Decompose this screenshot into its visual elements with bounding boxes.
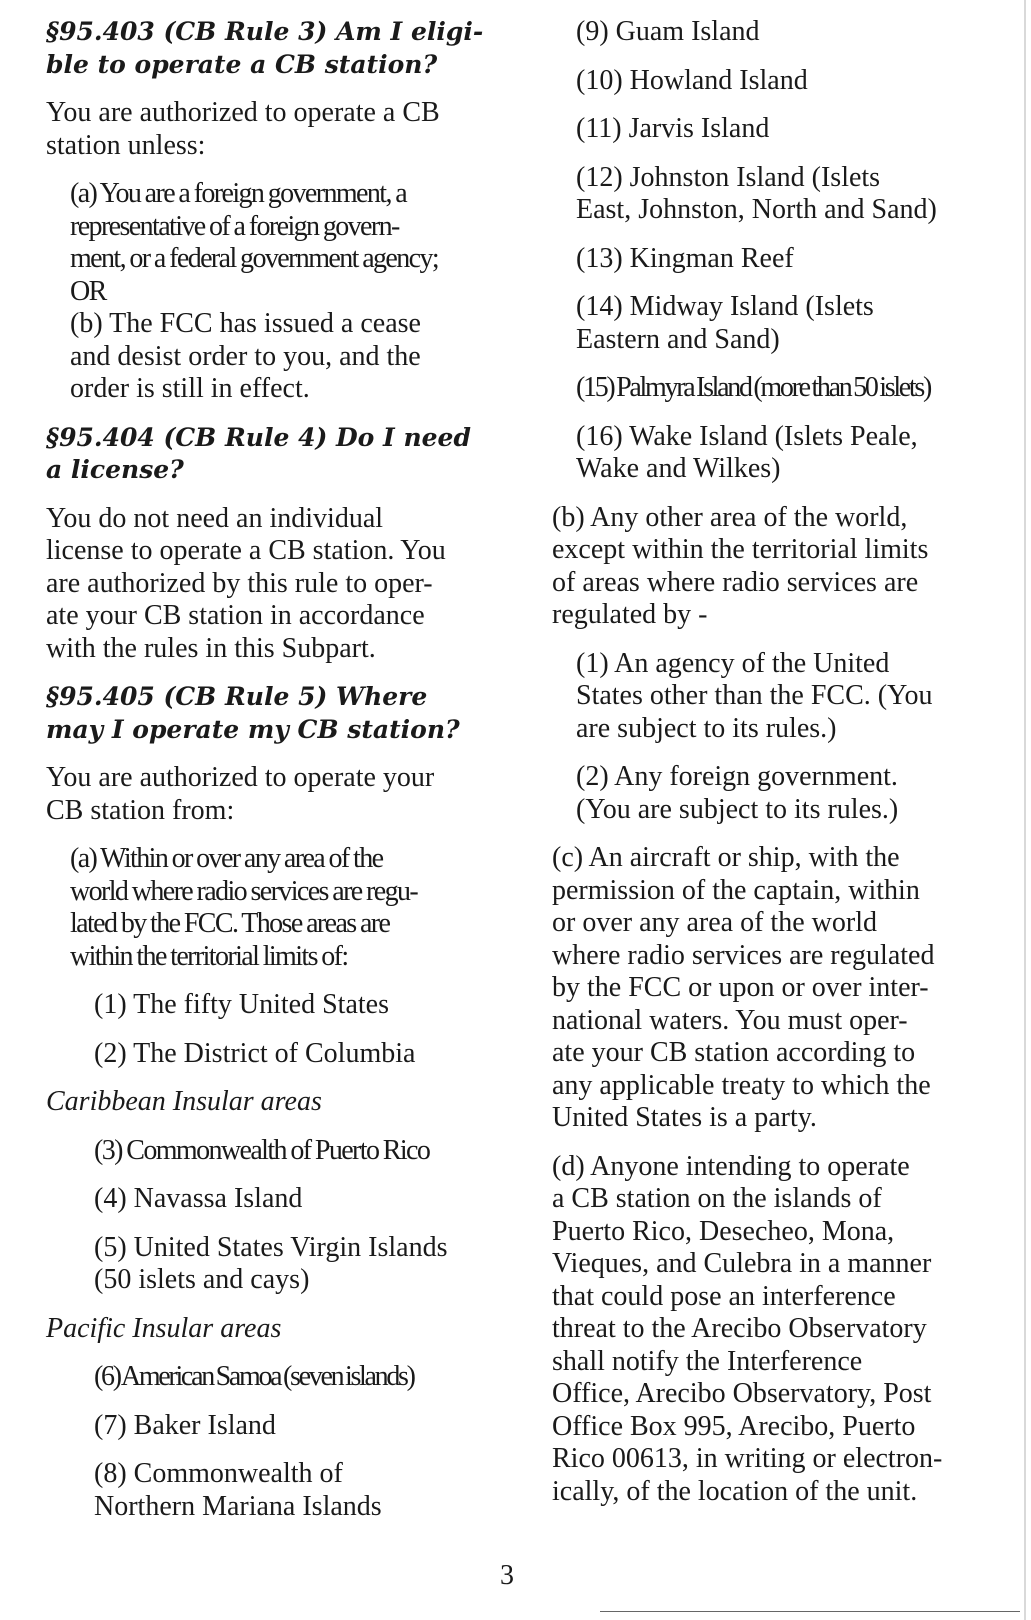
list-item-2: (2) The District of Columbia bbox=[94, 1037, 416, 1069]
list-item-8: (8) Commonwealth of Northern Mariana Islands bbox=[94, 1458, 382, 1522]
list-item-11: (11) Jarvis Island bbox=[576, 113, 770, 144]
heading-rule-4: §95.404 (CB Rule 4) Do I need a license? bbox=[46, 422, 471, 484]
page-edge bbox=[1024, 0, 1026, 1620]
rule-5-item-c: (c) An aircraft or ship, with the permission of the captain, within or over any area of the world where radio services are regulated by the FCC or upon or over inter- national waters. You must oper- ate your CB station according to any applicable treaty to which the United States is a party. bbox=[552, 842, 935, 1133]
rule-3-item-a: (a) You are a foreign government, a representative of a foreign govern- ment, or a federal government agency; OR bbox=[70, 178, 439, 307]
left-column bbox=[46, 16, 506, 1523]
rule-5-item-b: (b) Any other area of the world, except within the territorial limits of areas where radio services are regulated by - bbox=[552, 501, 929, 630]
heading-rule-3: §95.403 (CB Rule 3) Am I eligi- ble to operate a CB station? bbox=[46, 17, 484, 79]
rule-5-item-b2: (2) Any foreign government. (You are subject to its rules.) bbox=[576, 761, 899, 825]
list-item-9: (9) Guam Island bbox=[576, 16, 760, 47]
rule-3-intro: You are authorized to operate a CB station unless: bbox=[46, 97, 440, 161]
list-item-12: (12) Johnston Island (Islets East, Johnston, North and Sand) bbox=[576, 161, 937, 225]
list-item-5: (5) United States Virgin Islands (50 islets and cays) bbox=[94, 1231, 448, 1295]
right-column bbox=[552, 16, 982, 1508]
rule-3-item-b: (b) The FCC has issued a cease and desist order to you, and the order is still in effect. bbox=[70, 308, 421, 404]
subheading-caribbean: Caribbean Insular areas bbox=[46, 1086, 322, 1117]
list-item-10: (10) Howland Island bbox=[576, 64, 808, 96]
rule-5-intro: You are authorized to operate your CB station from: bbox=[46, 762, 435, 826]
subheading-pacific: Pacific Insular areas bbox=[46, 1312, 282, 1344]
list-item-7: (7) Baker Island bbox=[94, 1409, 276, 1441]
list-item-13: (13) Kingman Reef bbox=[576, 242, 794, 274]
list-item-6: (6) American Samoa (seven islands) bbox=[94, 1361, 414, 1392]
rule-5-item-d: (d) Anyone intending to operate a CB station on the islands of Puerto Rico, Desecheo, Mona, Vieques, and Culebra in a manner that could pose an interference threat to the Arecibo Observatory shall notify the Interference Office, Arecibo Observatory, Post Office Box 995, Arecibo, Puerto Rico 00613, in writing or electron- ically, of the location of the unit. bbox=[552, 1150, 943, 1507]
list-item-14: (14) Midway Island (Islets Eastern and Sand) bbox=[576, 291, 874, 355]
page-number: 3 bbox=[500, 1560, 514, 1591]
list-item-4: (4) Navassa Island bbox=[94, 1183, 303, 1214]
list-item-1: (1) The fifty United States bbox=[94, 989, 389, 1020]
rule-5-item-a: (a) Within or over any area of the world where radio services are regu- lated by the FCC. Those areas are within the territorial limits of: bbox=[70, 843, 418, 972]
list-item-15: (15) Palmyra Island (more than 50 islets) bbox=[576, 372, 931, 403]
rule-4-text: You do not need an individual license to operate a CB station. You are authorized by this rule to oper- ate your CB station in accordance with the rules in this Subpart. bbox=[46, 502, 446, 664]
rule-5-item-b1: (1) An agency of the United States other than the FCC. (You are subject to its rules.) bbox=[576, 647, 933, 744]
footer-rule bbox=[600, 1611, 1020, 1612]
list-item-3: (3) Commonwealth of Puerto Rico bbox=[94, 1134, 430, 1166]
heading-rule-5: §95.405 (CB Rule 5) Where may I operate my CB station? bbox=[46, 682, 460, 744]
list-item-16: (16) Wake Island (Islets Peale, Wake and Wilkes) bbox=[576, 420, 918, 484]
